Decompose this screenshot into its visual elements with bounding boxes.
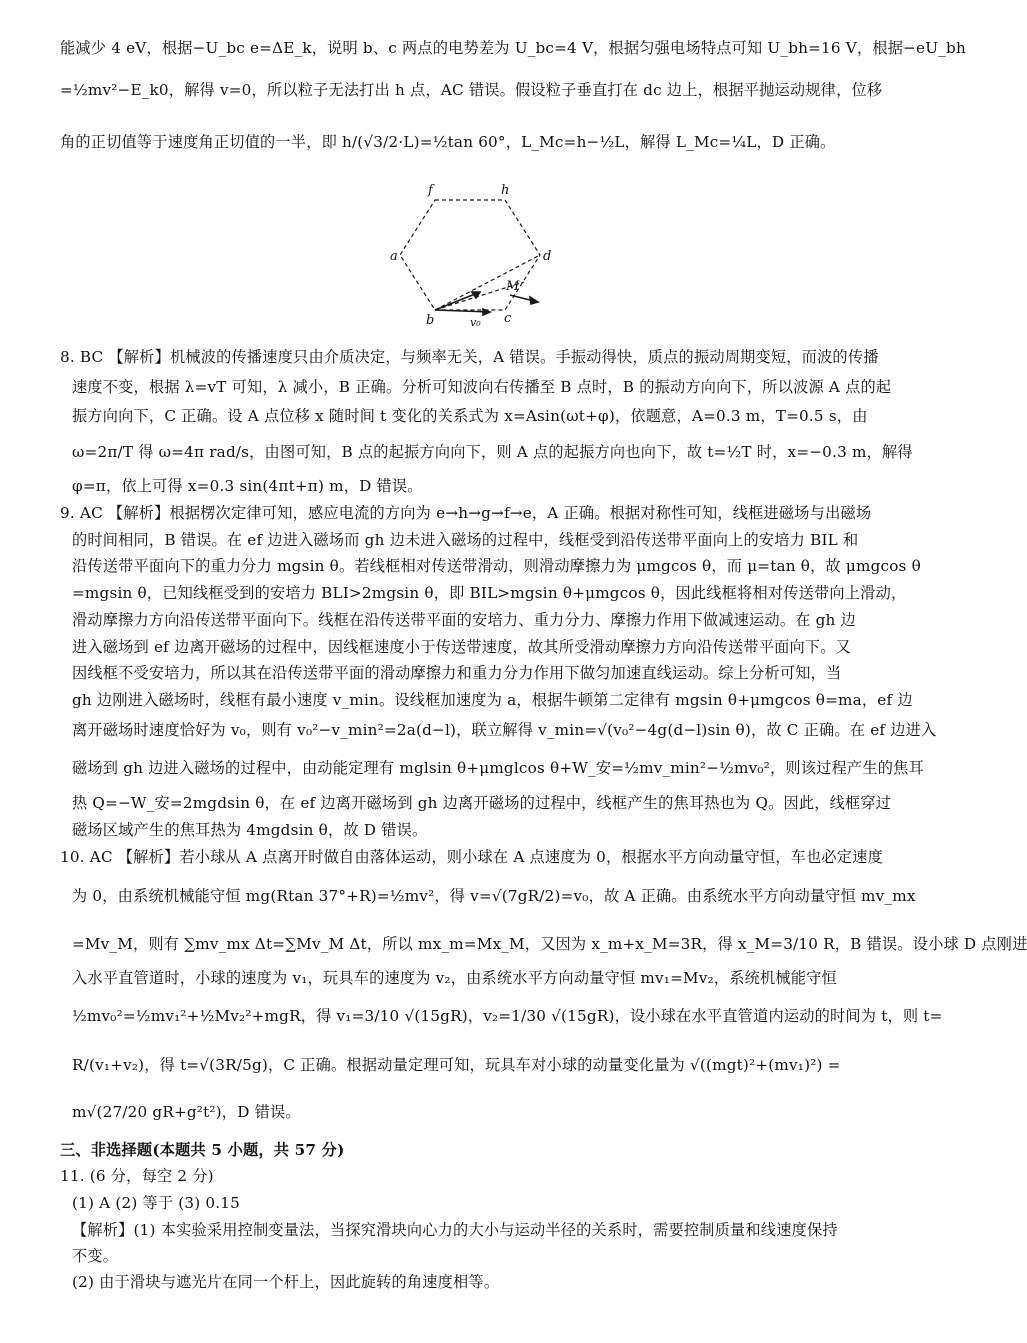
text-line: 角的正切值等于速度角正切值的一半，即 h/(√3/2·L)=½tan 60°，L_Mc=h−½L，解得 L_Mc=¼L，D 正确。 <box>60 133 836 151</box>
text-line: 振方向向下，C 正确。设 A 点位移 x 随时间 t 变化的关系式为 x=Asin(ωt+φ)，依题意，A=0.3 m，T=0.5 s，由 <box>72 407 868 425</box>
label-h: h <box>501 183 510 198</box>
text-line: ½mv₀²=½mv₁²+½Mv₂²+mgR，得 v₁=3/10 √(15gR)，v₂=1/30 √(15gR)，设小球在水平直管道内运动的时间为 t，则 t= <box>72 1007 943 1025</box>
text-line: 的时间相同，B 错误。在 ef 边进入磁场而 gh 边未进入磁场的过程中，线框受到沿传送带平面向上的安培力 BIL 和 <box>72 531 859 549</box>
text-line: 磁场到 gh 边进入磁场的过程中，由动能定理有 mglsin θ+μmglcos θ+W_安=½mv_min²−½mv₀²，则该过程产生的焦耳 <box>72 759 924 777</box>
text-line: 入水平直管道时，小球的速度为 v₁，玩具车的速度为 v₂，由系统水平方向动量守恒 mv₁=Mv₂，系统机械能守恒 <box>72 969 837 987</box>
text-line: 【解析】(1) 本实验采用控制变量法，当探究滑块向心力的大小与运动半径的关系时，需要控制质量和线速度保持 <box>72 1221 838 1239</box>
text-line: 滑动摩擦力方向沿传送带平面向下。线框在沿传送带平面的安培力、重力分力、摩擦力作用下做减速运动。在 gh 边 <box>72 611 856 629</box>
text-line: 速度不变，根据 λ=vT 可知，λ 减小，B 正确。分析可知波向右传播至 B 点时，B 的振动方向向下，所以波源 A 点的起 <box>72 378 892 396</box>
arrowhead <box>472 292 480 298</box>
section-heading: 三、非选择题(本题共 5 小题，共 57 分) <box>60 1141 345 1159</box>
text-line: =Mv_M，则有 ∑mv_mx Δt=∑Mv_M Δt，所以 mx_m=Mx_M，又因为 x_m+x_M=3R，得 x_M=3/10 R，B 错误。设小球 D 点刚进 <box>72 935 1027 953</box>
text-line: 因线框不受安培力，所以其在沿传送带平面的滑动摩擦力和重力分力作用下做匀加速直线运动。综上分析可知，当 <box>72 664 842 682</box>
label-v0: v₀ <box>470 316 481 329</box>
text-line: 沿传送带平面向下的重力分力 mgsin θ。若线框相对传送带滑动，则滑动摩擦力为 μmgcos θ，而 μ=tan θ，故 μmgcos θ <box>72 557 921 575</box>
text-line: 进入磁场到 ef 边离开磁场的过程中，因线框速度小于传送带速度，故其所受滑动摩擦力方向沿传送带平面向下。又 <box>72 638 852 656</box>
question-heading: 11. (6 分，每空 2 分) <box>60 1167 214 1185</box>
text-line: φ=π，依上可得 x=0.3 sin(4πt+π) m，D 错误。 <box>72 477 423 495</box>
text-line: 不变。 <box>72 1247 119 1265</box>
v0-arrow <box>435 310 490 312</box>
text-line: m√(27/20 gR+g²t²)，D 错误。 <box>72 1103 301 1121</box>
text-line: 8. BC 【解析】机械波的传播速度只由介质决定，与频率无关，A 错误。手振动得快，质点的振动周期变短，而波的传播 <box>60 348 879 366</box>
text-line: R/(v₁+v₂)，得 t=√(3R/5g)，C 正确。根据动量定理可知，玩具车对小球的动量变化量为 √((mgt)²+(mv₁)²) = <box>72 1056 841 1074</box>
arrowhead <box>530 297 538 304</box>
text-line: 离开磁场时速度恰好为 v₀，则有 v₀²−v_min²=2a(d−l)，联立解得 v_min=√(v₀²−4g(d−l)sin θ)，故 C 正确。在 ef 边进入 <box>72 721 937 739</box>
answers-line: (1) A (2) 等于 (3) 0.15 <box>72 1194 241 1212</box>
label-b: b <box>426 313 435 328</box>
text-line: gh 边刚进入磁场时，线框有最小速度 v_min。设线框加速度为 a，根据牛顿第二定律有 mgsin θ+μmgcos θ=ma，ef 边 <box>72 691 913 709</box>
text-line: ω=2π/T 得 ω=4π rad/s，由图可知，B 点的起振方向向下，则 A 点的起振方向也向下，故 t=½T 时，x=−0.3 m，解得 <box>72 443 913 461</box>
diagonal-bd <box>435 255 540 310</box>
label-d: d <box>543 249 552 264</box>
text-line: 磁场区域产生的焦耳热为 4mgdsin θ，故 D 错误。 <box>72 821 428 839</box>
label-c: c <box>504 311 512 326</box>
text-line: 为 0，由系统机械能守恒 mg(Rtan 37°+R)=½mv²，得 v=√(7gR/2)=v₀，故 A 正确。由系统水平方向动量守恒 mv_mx <box>72 887 916 905</box>
hexagon-field-diagram <box>390 180 570 330</box>
text-line: =mgsin θ，已知线框受到的安培力 BLI>2mgsin θ，即 BIL>mgsin θ+μmgcos θ，因此线框将相对传送带向上滑动， <box>72 584 907 602</box>
text-line: =½mv²−E_k0，解得 v=0，所以粒子无法打出 h 点，AC 错误。假设粒子垂直打在 dc 边上，根据平抛运动规律，位移 <box>60 81 883 99</box>
label-a: a <box>390 249 398 264</box>
text-line: 9. AC 【解析】根据楞次定律可知，感应电流的方向为 e→h→g→f→e，A 正确。根据对称性可知，线框进磁场与出磁场 <box>60 504 872 522</box>
label-M: M <box>506 279 520 294</box>
text-line: 热 Q=−W_安=2mgdsin θ，在 ef 边离开磁场到 gh 边离开磁场的过程中，线框产生的焦耳热也为 Q。因此，线框穿过 <box>72 794 892 812</box>
label-f: f <box>428 183 433 198</box>
arrowhead <box>483 309 490 315</box>
text-line: (2) 由于滑块与遮光片在同一个杆上，因此旋转的角速度相等。 <box>72 1273 500 1291</box>
text-line: 10. AC 【解析】若小球从 A 点离开时做自由落体运动，则小球在 A 点速度为 0，根据水平方向动量守恒，车也必定速度 <box>60 848 883 866</box>
text-line: 能减少 4 eV，根据−U_bc e=ΔE_k，说明 b、c 两点的电势差为 U_bc=4 V，根据匀强电场特点可知 U_bh=16 V，根据−eU_bh <box>60 39 966 57</box>
